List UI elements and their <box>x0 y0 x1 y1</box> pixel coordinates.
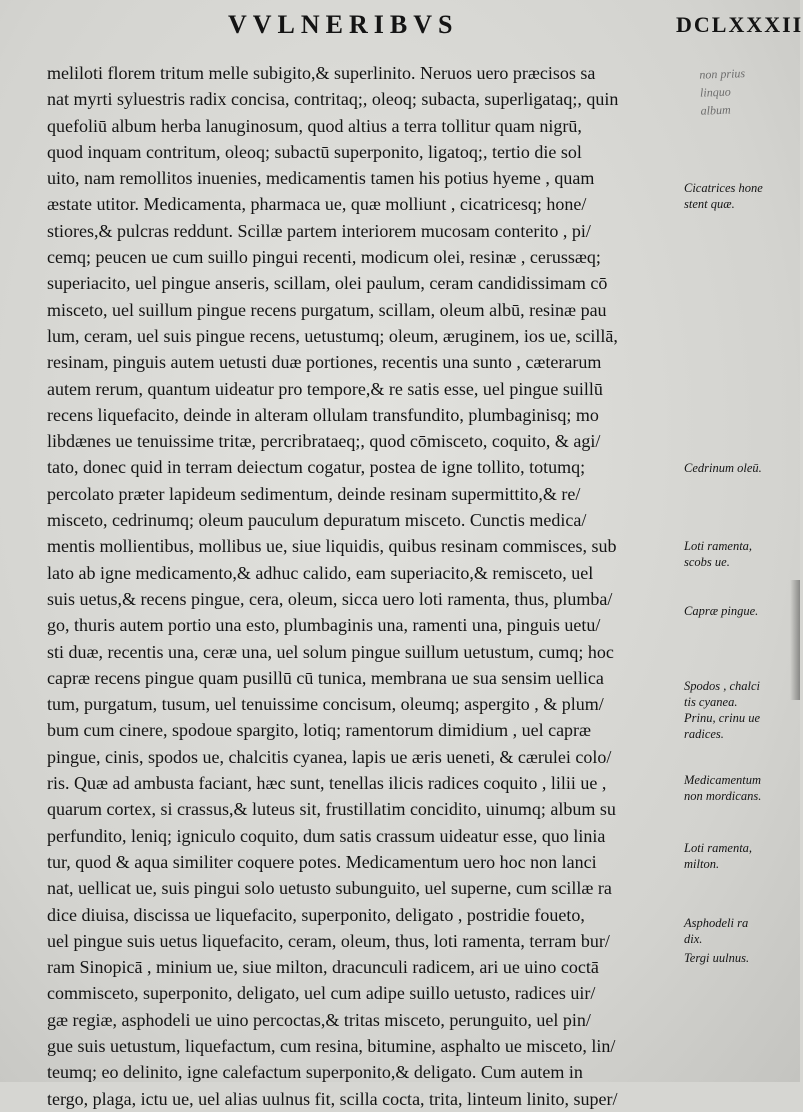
text-line: lum, ceram, uel suis pingue recens, uetustumq; oleum, æruginem, ios ue, scillā, <box>47 325 618 346</box>
running-title: VVLNERIBVS <box>228 10 459 39</box>
text-line: pingue, cinis, spodos ue, chalcitis cyanea, lapis ue æris ueneti, & cærulei colo/ <box>47 746 612 767</box>
margin-note-caprae <box>684 603 796 619</box>
text-line: suis uetus,& recens pingue, cera, oleum, sicca uero loti ramenta, thus, plumba/ <box>47 588 613 609</box>
text-line: commisceto, superponito, deligato, uel cum adipe suillo uetusto, radices uir/ <box>47 983 596 1004</box>
margin-note-line: Tergi uulnus. <box>684 951 750 965</box>
margin-note-line: Cicatrices hone <box>684 181 763 195</box>
margin-notes-column <box>684 0 796 1082</box>
margin-note-line: Loti ramenta, <box>684 539 753 553</box>
margin-note-loti <box>684 538 796 570</box>
margin-note-line: dix. <box>684 932 703 946</box>
text-line: uel pingue suis uetus liquefacito, ceram, oleum, thus, loti ramenta, terram bur/ <box>47 930 610 951</box>
text-line: ris. Quæ ad ambusta faciant, hæc sunt, tenellas ilicis radices coquito , lilii ue , <box>47 773 607 794</box>
text-line: tur, quod & aqua similiter coquere potes. Medicamentum uero hoc non lanci <box>47 851 597 872</box>
text-line: mentis mollientibus, mollibus ue, siue liquidis, quibus resinam commisces, sub <box>47 536 617 557</box>
text-line: resinam, pinguis autem uetusti duæ portiones, recentis una sunto , cæterarum <box>47 352 602 373</box>
text-line: bum cum cinere, spodoue spargito, lotiq; ramentorum dimidium , uel capræ <box>47 720 592 741</box>
text-line: cemq; peucen ue cum suillo pingui recenti, modicum olei, resinæ , cerussæq; <box>47 247 601 268</box>
text-line: æstate utitor. Medicamenta, pharmaca ue, quæ molliunt , cicatricesq; hone/ <box>47 194 587 215</box>
text-line: stiores,& pulcras reddunt. Scillæ partem interiorem mucosam conterito , pi/ <box>47 220 591 241</box>
margin-note-loti-milton <box>684 840 796 872</box>
margin-note-line: Asphodeli ra <box>684 916 749 930</box>
main-text-block <box>47 60 677 1112</box>
manuscript-annotation-line: non prius <box>699 66 746 82</box>
margin-note-line: non mordicans. <box>684 789 762 803</box>
text-line: gæ regiæ, asphodeli ue uino percoctas,& tritas misceto, perunguito, uel pin/ <box>47 1009 591 1030</box>
text-line: libdænes ue tenuissime tritæ, percribrataeq;, quod cōmisceto, coquito, & agi/ <box>47 431 601 452</box>
text-line: meliloti florem tritum melle subigito,& superlinito. Neruos uero præcisos sa <box>47 63 596 83</box>
text-line: tergo, plaga, ictu ue, uel alias uulnus fit, scilla cocta, trita, linteum linito, super/ <box>47 1088 618 1109</box>
text-line: tato, donec quid in terram deiectum cogatur, postea de igne tollito, totumq; <box>47 457 586 478</box>
margin-note-line: Capræ pingue. <box>684 604 759 618</box>
margin-note-cedrinum <box>684 460 796 476</box>
text-line: tum, purgatum, tusum, uel tenuissime concisum, oleumq; aspergito , & plum/ <box>47 694 604 715</box>
margin-note-line: Cedrinum oleū. <box>684 461 762 475</box>
text-line: gue suis uetustum, liquefactum, cum resina, bitumine, asphalto ue misceto, lin/ <box>47 1035 616 1056</box>
margin-note-medicamentum <box>684 772 796 804</box>
page-edge-shadow <box>790 580 800 700</box>
margin-note-line: Spodos , chalci <box>684 679 761 693</box>
text-line: capræ recens pingue quam pusillū cū tunica, membrana ue sua sensim uellica <box>47 667 604 688</box>
margin-note-line: Medicamentum <box>684 773 762 787</box>
margin-note-line: tis cyanea. <box>684 695 738 709</box>
margin-note-spodos <box>684 678 796 742</box>
text-line: autem rerum, quantum uideatur pro tempore,& re satis esse, uel pingue suillū <box>47 378 603 399</box>
text-line: percolato præter lapideum sedimentum, deinde resinam supermittito,& re/ <box>47 483 581 504</box>
margin-note-line: Prinu, crinu ue <box>684 711 761 725</box>
text-line: perfundito, leniq; igniculo coquito, dum satis crassum uideatur esse, quo linia <box>47 825 606 846</box>
margin-note-line: milton. <box>684 857 720 871</box>
text-line: lato ab igne medicamento,& adhuc calido, eam superiacito,& remisceto, uel <box>47 562 594 583</box>
margin-note-line: scobs ue. <box>684 555 730 569</box>
margin-note-line: radices. <box>684 727 724 741</box>
manuscript-annotation-line: linquo <box>699 84 731 100</box>
text-line: nat, uellicat ue, suis pingui solo uetusto subunguito, uel superne, cum scillæ ra <box>47 878 612 899</box>
text-line: teumq; eo delinito, igne calefactum superponito,& deligato. Cum autem in <box>47 1062 583 1083</box>
folio-number: DCLXXXII <box>676 12 803 37</box>
text-line: quefoliū album herba lanuginosum, quod altius a terra tollitur quam nigrū, <box>47 115 582 136</box>
text-line: recens liquefacito, deinde in alteram ollulam transfundito, plumbaginisq; mo <box>47 404 599 425</box>
text-line: misceto, uel suillum pingue recens purgatum, scillam, oleum albū, resinæ pau <box>47 299 607 320</box>
running-head <box>0 10 803 44</box>
text-line: nat myrti syluestris radix concisa, contritaq;, oleoq; subacta, superligataq;, quin <box>47 89 619 110</box>
text-line: superiacito, uel pingue anseris, scillam, olei paulum, ceram candidissimam cō <box>47 273 608 294</box>
margin-note-line: Loti ramenta, <box>684 841 753 855</box>
text-line: quod inquam contritum, oleoq; subactū superponito, ligatoq;, tertio die sol <box>47 141 582 162</box>
text-line: dice diuisa, discissa ue liquefacito, superponito, deligato , postridie foueto, <box>47 904 585 925</box>
margin-note-cicatrices <box>684 180 796 212</box>
text-line: go, thuris autem portio una esto, plumbaginis una, ramenti una, pinguis uetu/ <box>47 615 601 636</box>
text-line: ram Sinopicā , minium ue, siue milton, dracunculi radicem, ari ue uino coctā <box>47 957 599 978</box>
text-line: sti duæ, recentis una, ceræ una, uel solum pingue suillum uetustum, cumq; hoc <box>47 641 614 662</box>
text-line: uito, nam remollitos inuenies, medicamentis tamen his potius hyeme , quam <box>47 168 595 189</box>
manuscript-annotation-line: album <box>700 102 731 118</box>
margin-note-tergi <box>684 950 796 966</box>
text-line: quarum cortex, si crassus,& luteus sit, frustillatim concidito, uinumq; album su <box>47 799 616 820</box>
margin-note-asphodeli <box>684 915 796 947</box>
margin-note-line: stent quæ. <box>684 197 735 211</box>
text-line: misceto, cedrinumq; oleum pauculum depuratum misceto. Cunctis medica/ <box>47 510 587 531</box>
